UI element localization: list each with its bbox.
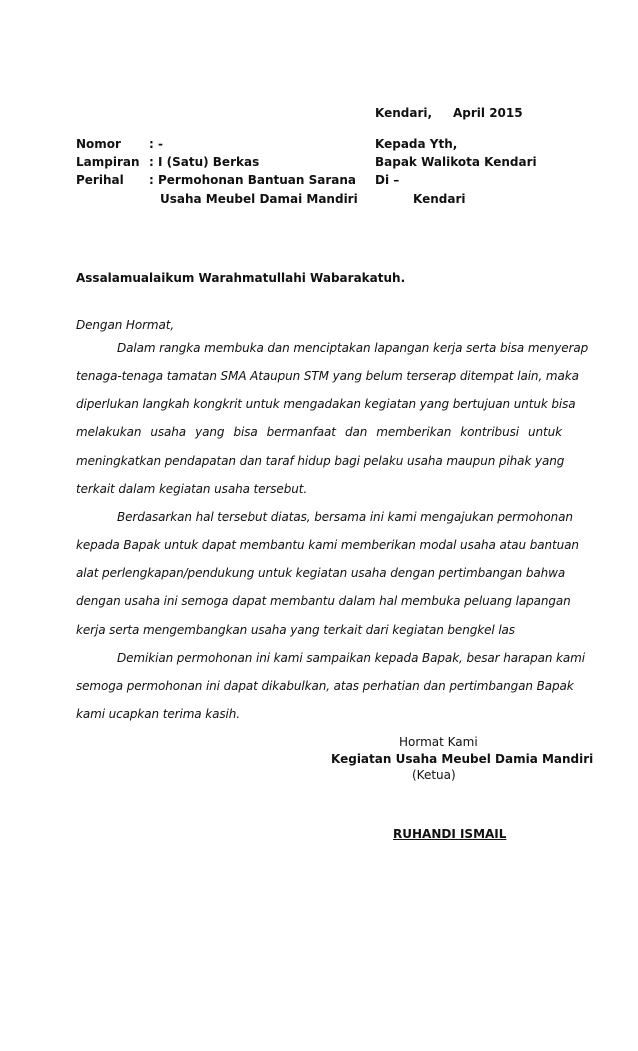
salutation: Dengan Hormat, [76, 318, 175, 332]
recipient-line-1: Kepada Yth, [375, 137, 458, 151]
body-line-5: meningkatkan pendapatan dan taraf hidup bagi pelaku usaha maupun pihak yang [76, 454, 565, 468]
perihal-value-1: : Permohonan Bantuan Sarana [149, 173, 357, 187]
recipient-line-3: Di – [375, 173, 400, 187]
body-line-8: kepada Bapak untuk dapat membantu kami memberikan modal usaha atau bantuan [76, 538, 579, 552]
perihal-label: Perihal [76, 173, 124, 187]
body-line-7: Berdasarkan hal tersebut diatas, bersama ini kami mengajukan permohonan [117, 510, 573, 524]
body-line-3: diperlukan langkah kongkrit untuk mengadakan kegiatan yang bertujuan untuk bisa [76, 397, 576, 411]
closing-role: (Ketua) [412, 768, 456, 782]
body-line-1: Dalam rangka membuka dan menciptakan lapangan kerja serta bisa menyerap [117, 341, 589, 355]
closing-hormat: Hormat Kami [399, 735, 478, 749]
body-line-4: melakukan usaha yang bisa bermanfaat dan memberikan kontribusi untuk [76, 425, 562, 439]
nomor-label: Nomor [76, 137, 121, 151]
nomor-value: : - [149, 137, 163, 151]
signer-name: RUHANDI ISMAIL [393, 827, 507, 841]
body-line-10: dengan usaha ini semoga dapat membantu dalam hal membuka peluang lapangan [76, 594, 571, 608]
closing-org: Kegiatan Usaha Meubel Damia Mandiri [331, 752, 594, 766]
recipient-line-2: Bapak Walikota Kendari [375, 155, 537, 169]
body-line-12: Demikian permohonan ini kami sampaikan kepada Bapak, besar harapan kami [117, 651, 585, 665]
body-line-2: tenaga-tenaga tamatan SMA Ataupun STM yang belum terserap ditempat lain, maka [76, 369, 579, 383]
perihal-value-2: Usaha Meubel Damai Mandiri [160, 192, 358, 206]
month-year: April 2015 [453, 106, 523, 120]
greeting: Assalamualaikum Warahmatullahi Wabarakatuh. [76, 271, 406, 285]
lampiran-label: Lampiran [76, 155, 140, 169]
body-line-6: terkait dalam kegiatan usaha tersebut. [76, 482, 308, 496]
body-line-11: kerja serta mengembangkan usaha yang terkait dari kegiatan bengkel las [76, 623, 515, 637]
body-line-13: semoga permohonan ini dapat dikabulkan, atas perhatian dan pertimbangan Bapak [76, 679, 574, 693]
body-line-14: kami ucapkan terima kasih. [76, 707, 240, 721]
lampiran-value: : I (Satu) Berkas [149, 155, 260, 169]
place-date: Kendari, [375, 106, 433, 120]
body-line-9: alat perlengkapan/pendukung untuk kegiatan usaha dengan pertimbangan bahwa [76, 566, 566, 580]
recipient-line-4: Kendari [413, 192, 466, 206]
